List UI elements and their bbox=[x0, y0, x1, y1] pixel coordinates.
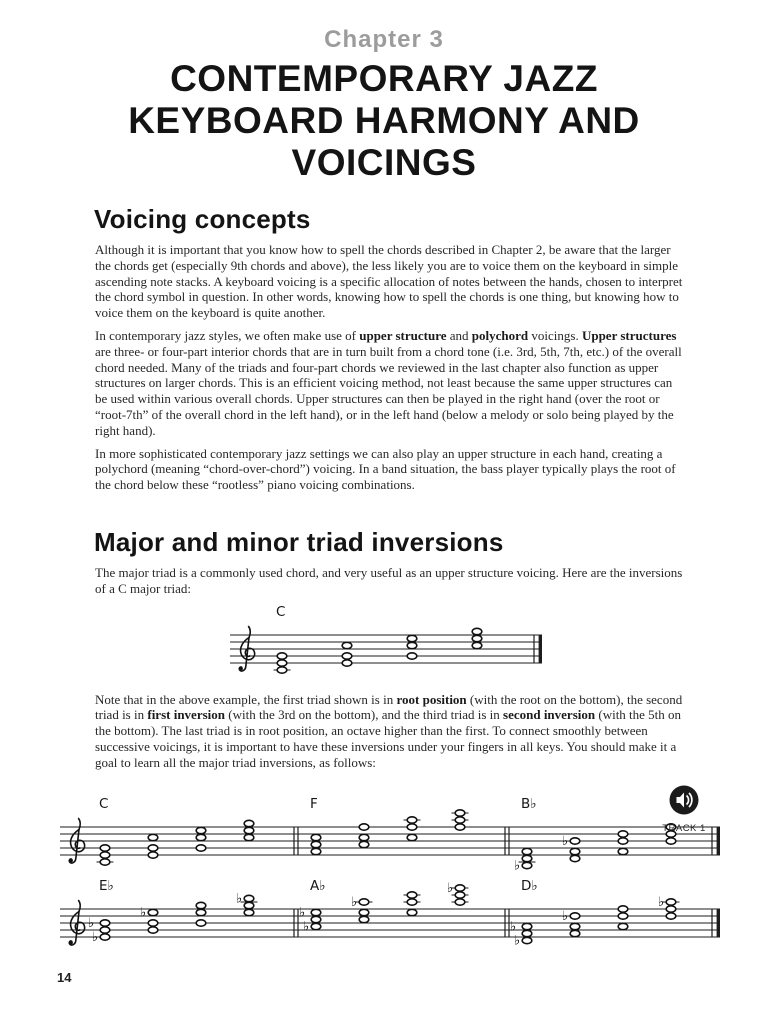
svg-text:E♭: E♭ bbox=[99, 877, 114, 894]
svg-text:♭: ♭ bbox=[447, 880, 454, 896]
svg-text:♭: ♭ bbox=[658, 894, 665, 910]
svg-text:♭: ♭ bbox=[299, 905, 306, 921]
section-heading-voicing-concepts: Voicing concepts bbox=[94, 204, 311, 234]
svg-text:D♭: D♭ bbox=[521, 877, 538, 894]
svg-text:♭: ♭ bbox=[303, 919, 310, 935]
svg-text:♭: ♭ bbox=[351, 894, 358, 910]
svg-text:♭: ♭ bbox=[92, 929, 99, 945]
paragraph-voicing-3: In more sophisticated contemporary jazz settings we can also play an upper structure in each hand, creating a polychord (meaning “chord-over-chord”) voicing. In a band situation, the bass player typically plays the root of the chord below these “rootless” piano voicing combinations. bbox=[95, 445, 676, 493]
svg-text:♭: ♭ bbox=[514, 933, 521, 949]
page-title bbox=[40, 58, 728, 184]
svg-text:C: C bbox=[276, 603, 286, 620]
svg-text:♭: ♭ bbox=[140, 905, 147, 921]
paragraph-voicing-1: Although it is important that you know how to spell the chords described in Chapter 2, be aware that the larger the chords get (especially 9th chords and above), the less likely you are to voice them on the keyboard in simple ascending note stacks. A keyboard voicing is a specific allocation of notes between the hands, chosen to interpret the chord symbol in question. In other words, knowing how to spell the chords is one thing, but knowing how to voice them on the keyboard is quite another. bbox=[95, 242, 683, 321]
page-number: 14 bbox=[57, 970, 72, 985]
paragraph-triads-intro: The major triad is a commonly used chord, and very useful as an upper structure voicing. Here are the inversions of a C major triad: bbox=[95, 564, 683, 596]
svg-text:♭: ♭ bbox=[510, 919, 517, 935]
svg-text:♭: ♭ bbox=[562, 908, 569, 924]
svg-text:♭: ♭ bbox=[88, 915, 95, 931]
title-line-2: KEYBOARD HARMONY AND bbox=[128, 100, 640, 141]
svg-text:♭: ♭ bbox=[236, 891, 243, 907]
chapter-label: Chapter 3 bbox=[324, 26, 444, 53]
title-line-1: CONTEMPORARY JAZZ bbox=[170, 58, 598, 99]
section-heading-triad-inversions: Major and minor triad inversions bbox=[94, 526, 504, 557]
speaker-icon bbox=[668, 784, 700, 816]
svg-text:♭: ♭ bbox=[562, 833, 569, 849]
music-staff-c-triad-inversions bbox=[230, 601, 768, 685]
svg-text:C: C bbox=[99, 795, 109, 812]
track-label: TRACK 1 bbox=[662, 823, 706, 834]
title-line-3: VOICINGS bbox=[291, 142, 477, 183]
paragraph-voicing-2: In contemporary jazz styles, we often make use of upper structure and polychord voicings. Upper structures are three- or four-part interior chords that are in turn built from a chord tone (i.e. 3rd, 5th, 7th, etc.) of the overall chord needed. Many of the triads and four-part chords we reviewed in the last chapter also function as upper structures on larger chords. This is an efficient voicing method, not least because the same upper structures can be used within various overall chords. Upper structures can then be played in the right hand (over the root or “root-7th” of the overall chord in the left hand), or in the left hand (below a melody or solo being played by the right hand). bbox=[95, 327, 682, 438]
audio-track-badge bbox=[652, 784, 716, 834]
svg-text:♭: ♭ bbox=[514, 858, 521, 874]
svg-text:A♭: A♭ bbox=[310, 877, 326, 894]
svg-text:B♭: B♭ bbox=[521, 795, 537, 812]
paragraph-triads-note: Note that in the above example, the first triad shown is in root position (with the root on the bottom), the second triad is in first inversion (with the 3rd on the bottom), and the third triad is in second inversion (with the 5th on the bottom). The last triad is in root position, an octave higher than the first. To connect smoothly between successive voicings, it is important to have these inversions under your fingers in all keys. You should make it a goal to learn all the major triad inversions, as follows: bbox=[95, 691, 683, 770]
svg-text:F: F bbox=[310, 795, 318, 812]
music-staff-major-triads-line-2 bbox=[60, 875, 768, 963]
